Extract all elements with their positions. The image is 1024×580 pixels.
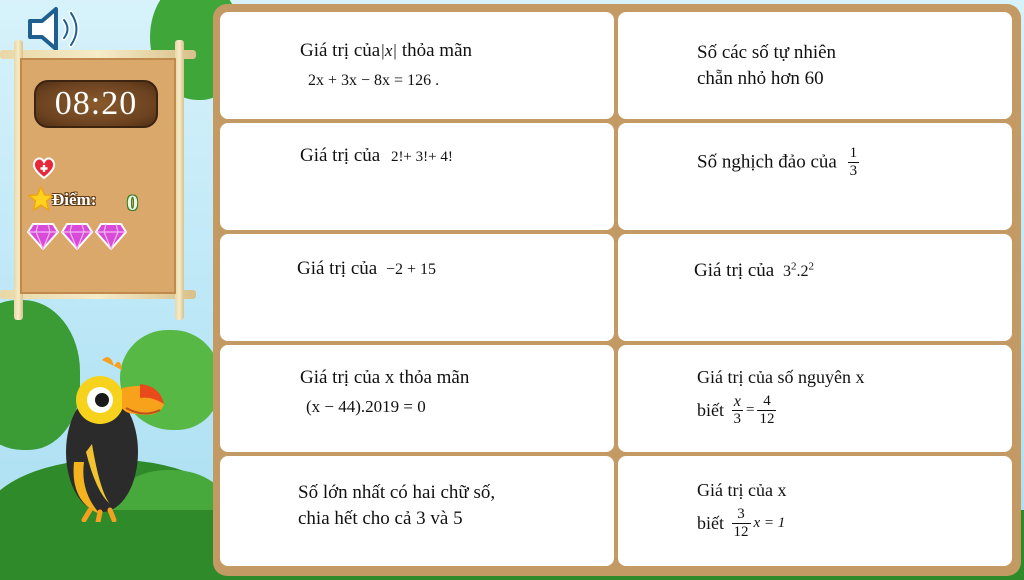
card-4-line1	[697, 145, 862, 180]
card-8-line1: Giá trị của số nguyên x	[697, 367, 865, 387]
card-4-fraction	[848, 145, 860, 180]
card-5-expression: −2 + 15	[385, 261, 436, 278]
gem-icon	[95, 222, 127, 250]
card-4-numerator: 1	[849, 145, 858, 161]
card-8-fraction-right	[757, 393, 776, 428]
card-8-num2: 4	[757, 393, 776, 411]
question-card-9[interactable]	[220, 456, 614, 566]
card-3-text: Giá trị của	[300, 145, 381, 166]
card-6-text: Giá trị của	[694, 260, 775, 281]
card-6-expression	[782, 260, 814, 280]
card-8-prefix: biết	[697, 400, 724, 420]
card-6-line1	[694, 260, 814, 282]
speaker-icon	[26, 4, 86, 54]
card-8-den2: 12	[759, 411, 775, 427]
card-9-line1: Số lớn nhất có hai chữ số,	[298, 482, 496, 503]
question-card-4[interactable]	[618, 123, 1012, 230]
bamboo-pole-right	[175, 40, 184, 320]
card-7-line1: Giá trị của x thỏa mãn	[300, 367, 470, 388]
sound-toggle-button[interactable]	[26, 4, 86, 54]
card-6-base2: .2	[796, 263, 809, 280]
card-8-fraction-left	[732, 393, 744, 428]
card-3-expression: 2!+ 3!+ 4!	[390, 149, 453, 165]
card-5-line1	[297, 258, 436, 280]
card-2-line2: chẵn nhỏ hơn 60	[697, 68, 824, 89]
card-1-line1	[300, 40, 472, 62]
timer-text: 08:20	[54, 85, 138, 122]
score-value: 0	[127, 190, 138, 215]
question-card-7[interactable]	[220, 345, 614, 452]
gem-icon	[27, 222, 59, 250]
card-10-numerator: 3	[732, 506, 751, 524]
question-card-1[interactable]	[220, 12, 614, 119]
card-6-base1: 3	[782, 263, 791, 280]
card-3-line1	[300, 145, 453, 167]
card-10-line2	[697, 506, 785, 541]
toucan-mascot	[40, 352, 180, 522]
score-label: Điểm:	[52, 190, 97, 209]
question-card-8[interactable]	[618, 345, 1012, 452]
card-10-prefix: biết	[697, 513, 724, 533]
gem-icon	[61, 222, 93, 250]
card-6-exp2: 2	[808, 260, 814, 273]
card-1-abs-x: |x|	[380, 41, 398, 60]
card-8-line2	[697, 393, 779, 428]
card-8-num1: x	[732, 393, 744, 411]
card-1-equation: 2x + 3x − 8x = 126 .	[308, 72, 440, 89]
card-5-text: Giá trị của	[297, 258, 378, 279]
heart-icon	[31, 155, 57, 181]
card-7-equation: (x − 44).2019 = 0	[306, 397, 426, 416]
question-card-2[interactable]	[618, 12, 1012, 119]
countdown-timer	[34, 80, 158, 128]
question-card-6[interactable]	[618, 234, 1012, 341]
card-1-text-b: thỏa mãn	[401, 40, 473, 61]
card-10-fraction	[732, 506, 751, 541]
card-10-denominator: 12	[733, 524, 749, 540]
card-1-text: Giá trị của	[300, 40, 381, 61]
card-4-denominator: 3	[849, 163, 858, 179]
card-6-exp1: 2	[790, 260, 797, 273]
question-board	[213, 4, 1021, 576]
card-10-line1: Giá trị của x	[697, 480, 787, 500]
star-icon	[28, 186, 54, 212]
card-2-line1: Số các số tự nhiên	[697, 42, 837, 63]
card-8-den1: 3	[733, 411, 741, 427]
question-card-5[interactable]	[220, 234, 614, 341]
card-9-line2: chia hết cho cả 3 và 5	[298, 508, 463, 529]
card-4-text: Số nghịch đảo của	[697, 151, 837, 173]
card-8-equals: =	[746, 402, 755, 418]
question-card-3[interactable]	[220, 123, 614, 230]
question-card-10[interactable]	[618, 456, 1012, 566]
card-10-rest: x = 1	[753, 515, 786, 531]
